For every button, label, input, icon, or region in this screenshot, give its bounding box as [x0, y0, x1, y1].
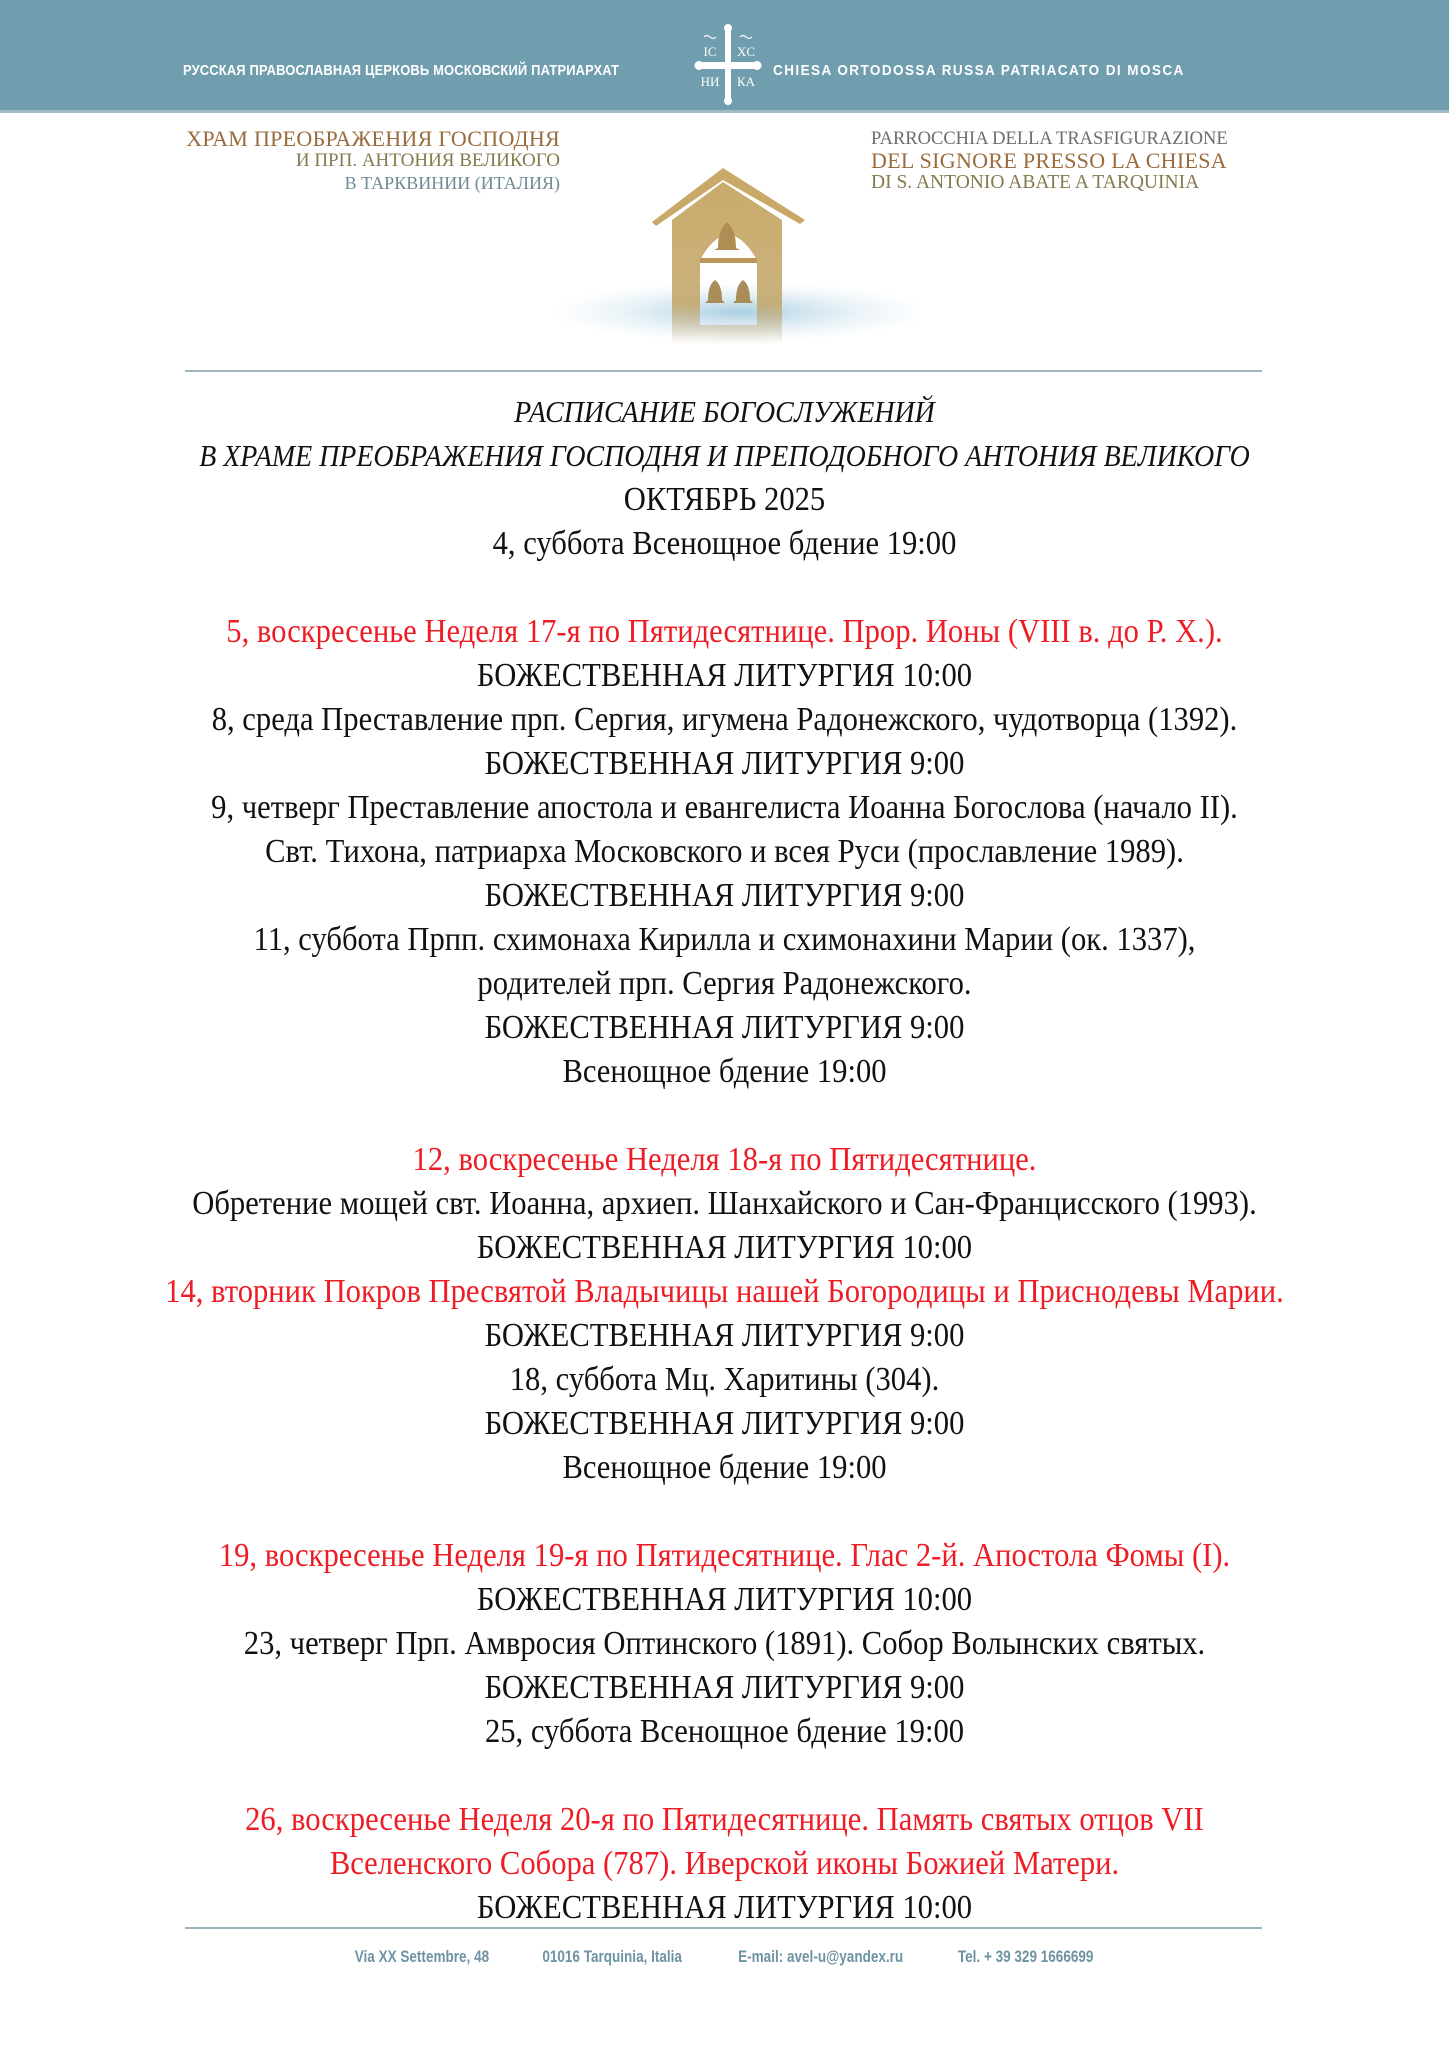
footer-postal-city: 01016 Tarquinia, Italia — [542, 1948, 682, 1966]
schedule-subtitle: В ХРАМЕ ПРЕОБРАЖЕНИЯ ГОСПОДНЯ И ПРЕПОДОБНОГО АНТОНИЯ ВЕЛИКОГО — [199, 438, 1250, 473]
banner-text-russian: РУССКАЯ ПРАВОСЛАВНАЯ ЦЕРКОВЬ МОСКОВСКИЙ ПАТРИАРХАТ — [183, 62, 620, 79]
schedule-line: БОЖЕСТВЕННАЯ ЛИТУРГИЯ 10:00 — [476, 1229, 973, 1266]
cross-label-ni: НИ — [700, 74, 720, 89]
schedule-line: БОЖЕСТВЕННАЯ ЛИТУРГИЯ 9:00 — [484, 877, 965, 914]
parish-it-line-3: DI S. ANTONIO ABATE A TARQUINIA — [871, 172, 1200, 193]
header-banner — [0, 0, 1449, 113]
divider-top — [185, 370, 1262, 372]
schedule-line: 8, среда Преставление прп. Сергия, игумена Радонежского, чудотворца (1392). — [211, 701, 1238, 738]
footer-email[interactable]: E-mail: avel-u@yandex.ru — [737, 1948, 903, 1966]
schedule-line: БОЖЕСТВЕННАЯ ЛИТУРГИЯ 9:00 — [484, 1669, 965, 1706]
schedule-feast-line: 12, воскресенье Неделя 18-я по Пятидесятнице. — [412, 1141, 1037, 1178]
parish-it-line-1: PARROCCHIA DELLA TRASFIGURAZIONE — [871, 129, 1228, 149]
schedule-line: 4, суббота Всенощное бдение 19:00 — [492, 525, 957, 562]
schedule-line: Свт. Тихона, патриарха Московского и всея Руси (прославление 1989). — [265, 833, 1184, 870]
schedule-feast-line: 14, вторник Покров Пресвятой Владычицы нашей Богородицы и Приснодевы Марии. — [165, 1273, 1284, 1310]
section-gap — [0, 1754, 1449, 1798]
schedule-line: родителей прп. Сергия Радонежского. — [477, 965, 972, 1002]
schedule-feast-line: 19, воскресенье Неделя 19-я по Пятидесятнице. Глас 2-й. Апостола Фомы (I). — [218, 1537, 1231, 1574]
parish-name-italian — [871, 128, 1228, 194]
schedule-line: 25, суббота Всенощное бдение 19:00 — [484, 1713, 965, 1750]
parish-it-line-2: DEL SIGNORE PRESSO LA CHIESA — [871, 148, 1227, 173]
orthodox-cross-icon — [690, 22, 766, 106]
cross-label-ka: КА — [736, 74, 756, 89]
bell-tower-icon — [520, 160, 920, 360]
schedule-line: БОЖЕСТВЕННАЯ ЛИТУРГИЯ 9:00 — [484, 1405, 965, 1442]
schedule-line: БОЖЕСТВЕННАЯ ЛИТУРГИЯ 9:00 — [484, 745, 965, 782]
section-gap — [0, 566, 1449, 610]
schedule-feast-line: Вселенского Собора (787). Иверской иконы Божией Матери. — [329, 1845, 1120, 1882]
schedule-document — [0, 390, 1449, 1930]
schedule-line: 23, четверг Прп. Амвросия Оптинского (1891). Собор Волынских святых. — [243, 1625, 1206, 1662]
schedule-line: 9, четверг Преставление апостола и евангелиста Иоанна Богослова (начало II). — [211, 789, 1238, 826]
schedule-title: РАСПИСАНИЕ БОГОСЛУЖЕНИЙ — [514, 394, 935, 429]
schedule-list — [0, 522, 1449, 1930]
parish-ru-line-2: И ПРП. АНТОНИЯ ВЕЛИКОГО — [295, 150, 560, 171]
schedule-line: 18, суббота Мц. Харитины (304). — [509, 1361, 940, 1398]
schedule-month: ОКТЯБРЬ 2025 — [623, 481, 826, 518]
contact-footer — [0, 1948, 1449, 1967]
footer-address: Via XX Settembre, 48 — [354, 1948, 490, 1966]
cross-label-xc: XC — [736, 44, 756, 59]
divider-bottom — [185, 1927, 1262, 1929]
banner-text-italian: CHIESA ORTODOSSA RUSSA PATRIACATO DI MOSCA — [773, 62, 1185, 79]
footer-phone[interactable]: Tel. + 39 329 1666699 — [958, 1948, 1094, 1966]
parish-ru-line-3: В ТАРКВИНИИ (ИТАЛИЯ) — [344, 173, 560, 193]
schedule-line: БОЖЕСТВЕННАЯ ЛИТУРГИЯ 10:00 — [476, 1581, 973, 1618]
parish-name-russian — [186, 128, 560, 194]
schedule-line: БОЖЕСТВЕННАЯ ЛИТУРГИЯ 9:00 — [484, 1317, 965, 1354]
schedule-line: БОЖЕСТВЕННАЯ ЛИТУРГИЯ 9:00 — [484, 1009, 965, 1046]
schedule-line: Обретение мощей свт. Иоанна, архиеп. Шанхайского и Сан-Францисского (1993). — [192, 1185, 1257, 1222]
section-gap — [0, 1094, 1449, 1138]
parish-ru-line-1: ХРАМ ПРЕОБРАЖЕНИЯ ГОСПОДНЯ — [186, 126, 560, 151]
schedule-line: Всенощное бдение 19:00 — [562, 1053, 887, 1090]
schedule-feast-line: 26, воскресенье Неделя 20-я по Пятидесятнице. Память святых отцов VII — [245, 1801, 1204, 1838]
schedule-line: 11, суббота Прпп. схимонаха Кирилла и схимонахини Марии (ок. 1337), — [253, 921, 1196, 958]
schedule-line: Всенощное бдение 19:00 — [562, 1449, 887, 1486]
schedule-line: БОЖЕСТВЕННАЯ ЛИТУРГИЯ 10:00 — [476, 1889, 973, 1926]
cross-label-ic: IC — [703, 44, 717, 59]
schedule-feast-line: 5, воскресенье Неделя 17-я по Пятидесятнице. Прор. Ионы (VIII в. до Р. Х.). — [226, 613, 1223, 650]
schedule-line: БОЖЕСТВЕННАЯ ЛИТУРГИЯ 10:00 — [476, 657, 973, 694]
section-gap — [0, 1490, 1449, 1534]
